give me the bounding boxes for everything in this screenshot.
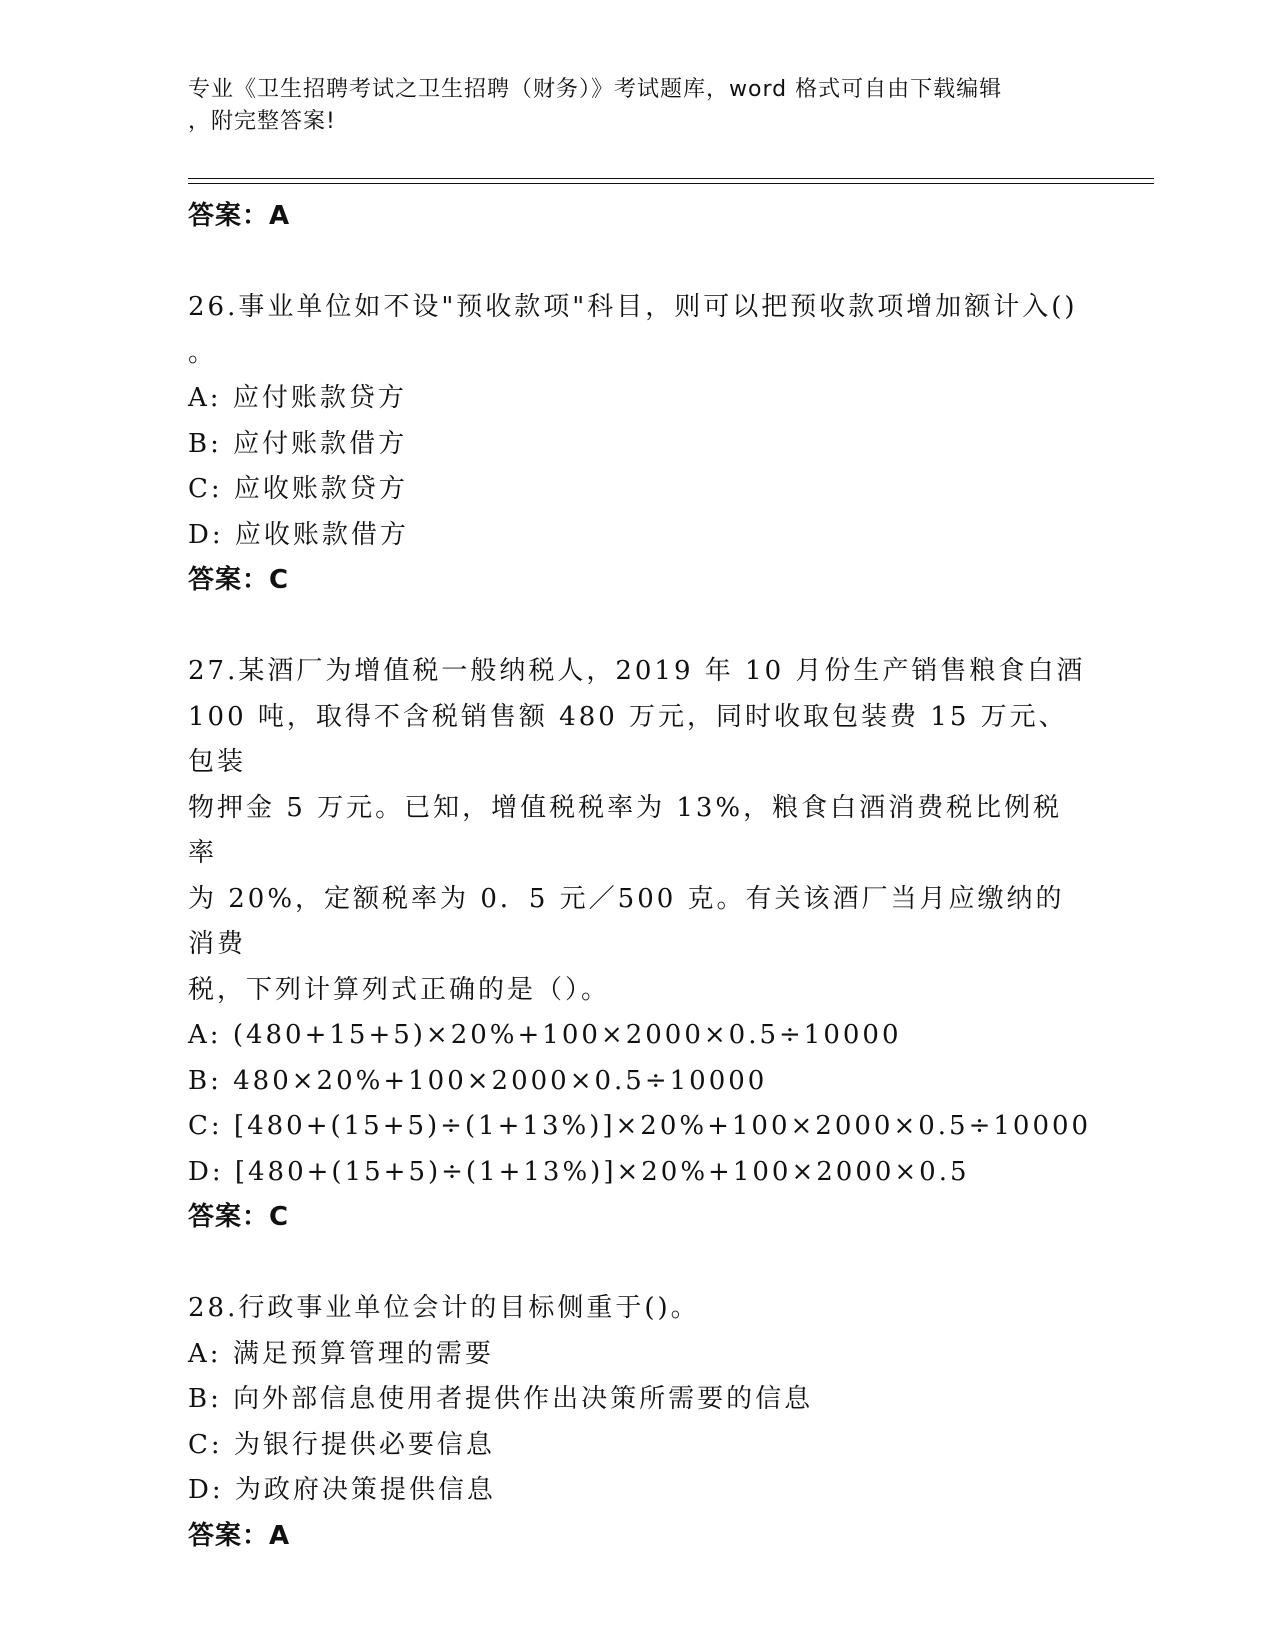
question-26 [188,285,1088,602]
document-body [188,194,1092,1558]
question-text-line: 。 [188,337,218,368]
header-divider-top [188,178,1154,179]
document-header [188,74,1068,138]
question-text-line: 100 吨，取得不含税销售额 480 万元，同时收取包装费 15 万元、包装 [188,701,1068,777]
question-text-line: 为 20%，定额税率为 0．5 元／500 克。有关该酒厂当月应缴纳的消费 [188,883,1065,959]
option-d: D: 为政府决策提供信息 [188,1475,496,1505]
option-a: A: (480+15+5)×20%+100×2000×0.5÷10000 [188,1020,902,1050]
question-text-line: 税，下列计算列式正确的是（）。 [188,974,611,1005]
option-b: B: 应付账款借方 [188,428,408,459]
header-line-1: 专业《卫生招聘考试之卫生招聘（财务）》考试题库，word 格式可自由下载编辑 [188,77,1003,102]
option-c: C: 应收账款贷方 [188,474,408,504]
answer: 答案：A [188,1520,291,1551]
question-27 [188,649,1092,1239]
answer-previous: 答案：A [188,201,291,231]
option-b: B: 向外部信息使用者提供作出决策所需要的信息 [188,1384,814,1414]
header-line-2: ，附完整答案! [188,109,336,134]
option-d: D: 应收账款借方 [188,519,409,550]
option-c: C: 为银行提供必要信息 [188,1429,495,1460]
option-b: B: 480×20%+100×2000×0.5÷10000 [188,1065,768,1096]
option-d: D: [480+(15+5)÷(1+13%)]×20%+100×2000×0.5 [188,1156,970,1187]
question-text-line: 28.行政事业单位会计的目标侧重于()。 [188,1293,700,1323]
answer: 答案：C [188,565,290,595]
header-divider-bottom [188,183,1154,184]
option-c: C: [480+(15+5)÷(1+13%)]×20%+100×2000×0.5÷10000 [188,1111,1092,1141]
option-a: A: 满足预算管理的需要 [188,1338,494,1369]
option-a: A: 应付账款贷方 [188,383,407,413]
question-text-line: 物押金 5 万元。已知，增值税税率为 13%，粮食白酒消费税比例税率 [188,792,1063,868]
question-28 [188,1286,1088,1558]
answer: 答案：C [188,1202,290,1232]
question-text-line: 26.事业单位如不设"预收款项"科目，则可以把预收款项增加额计入() [188,292,1078,322]
question-text-line: 27.某酒厂为增值税一般纳税人，2019 年 10 月份生产销售粮食白酒 [188,656,1086,686]
